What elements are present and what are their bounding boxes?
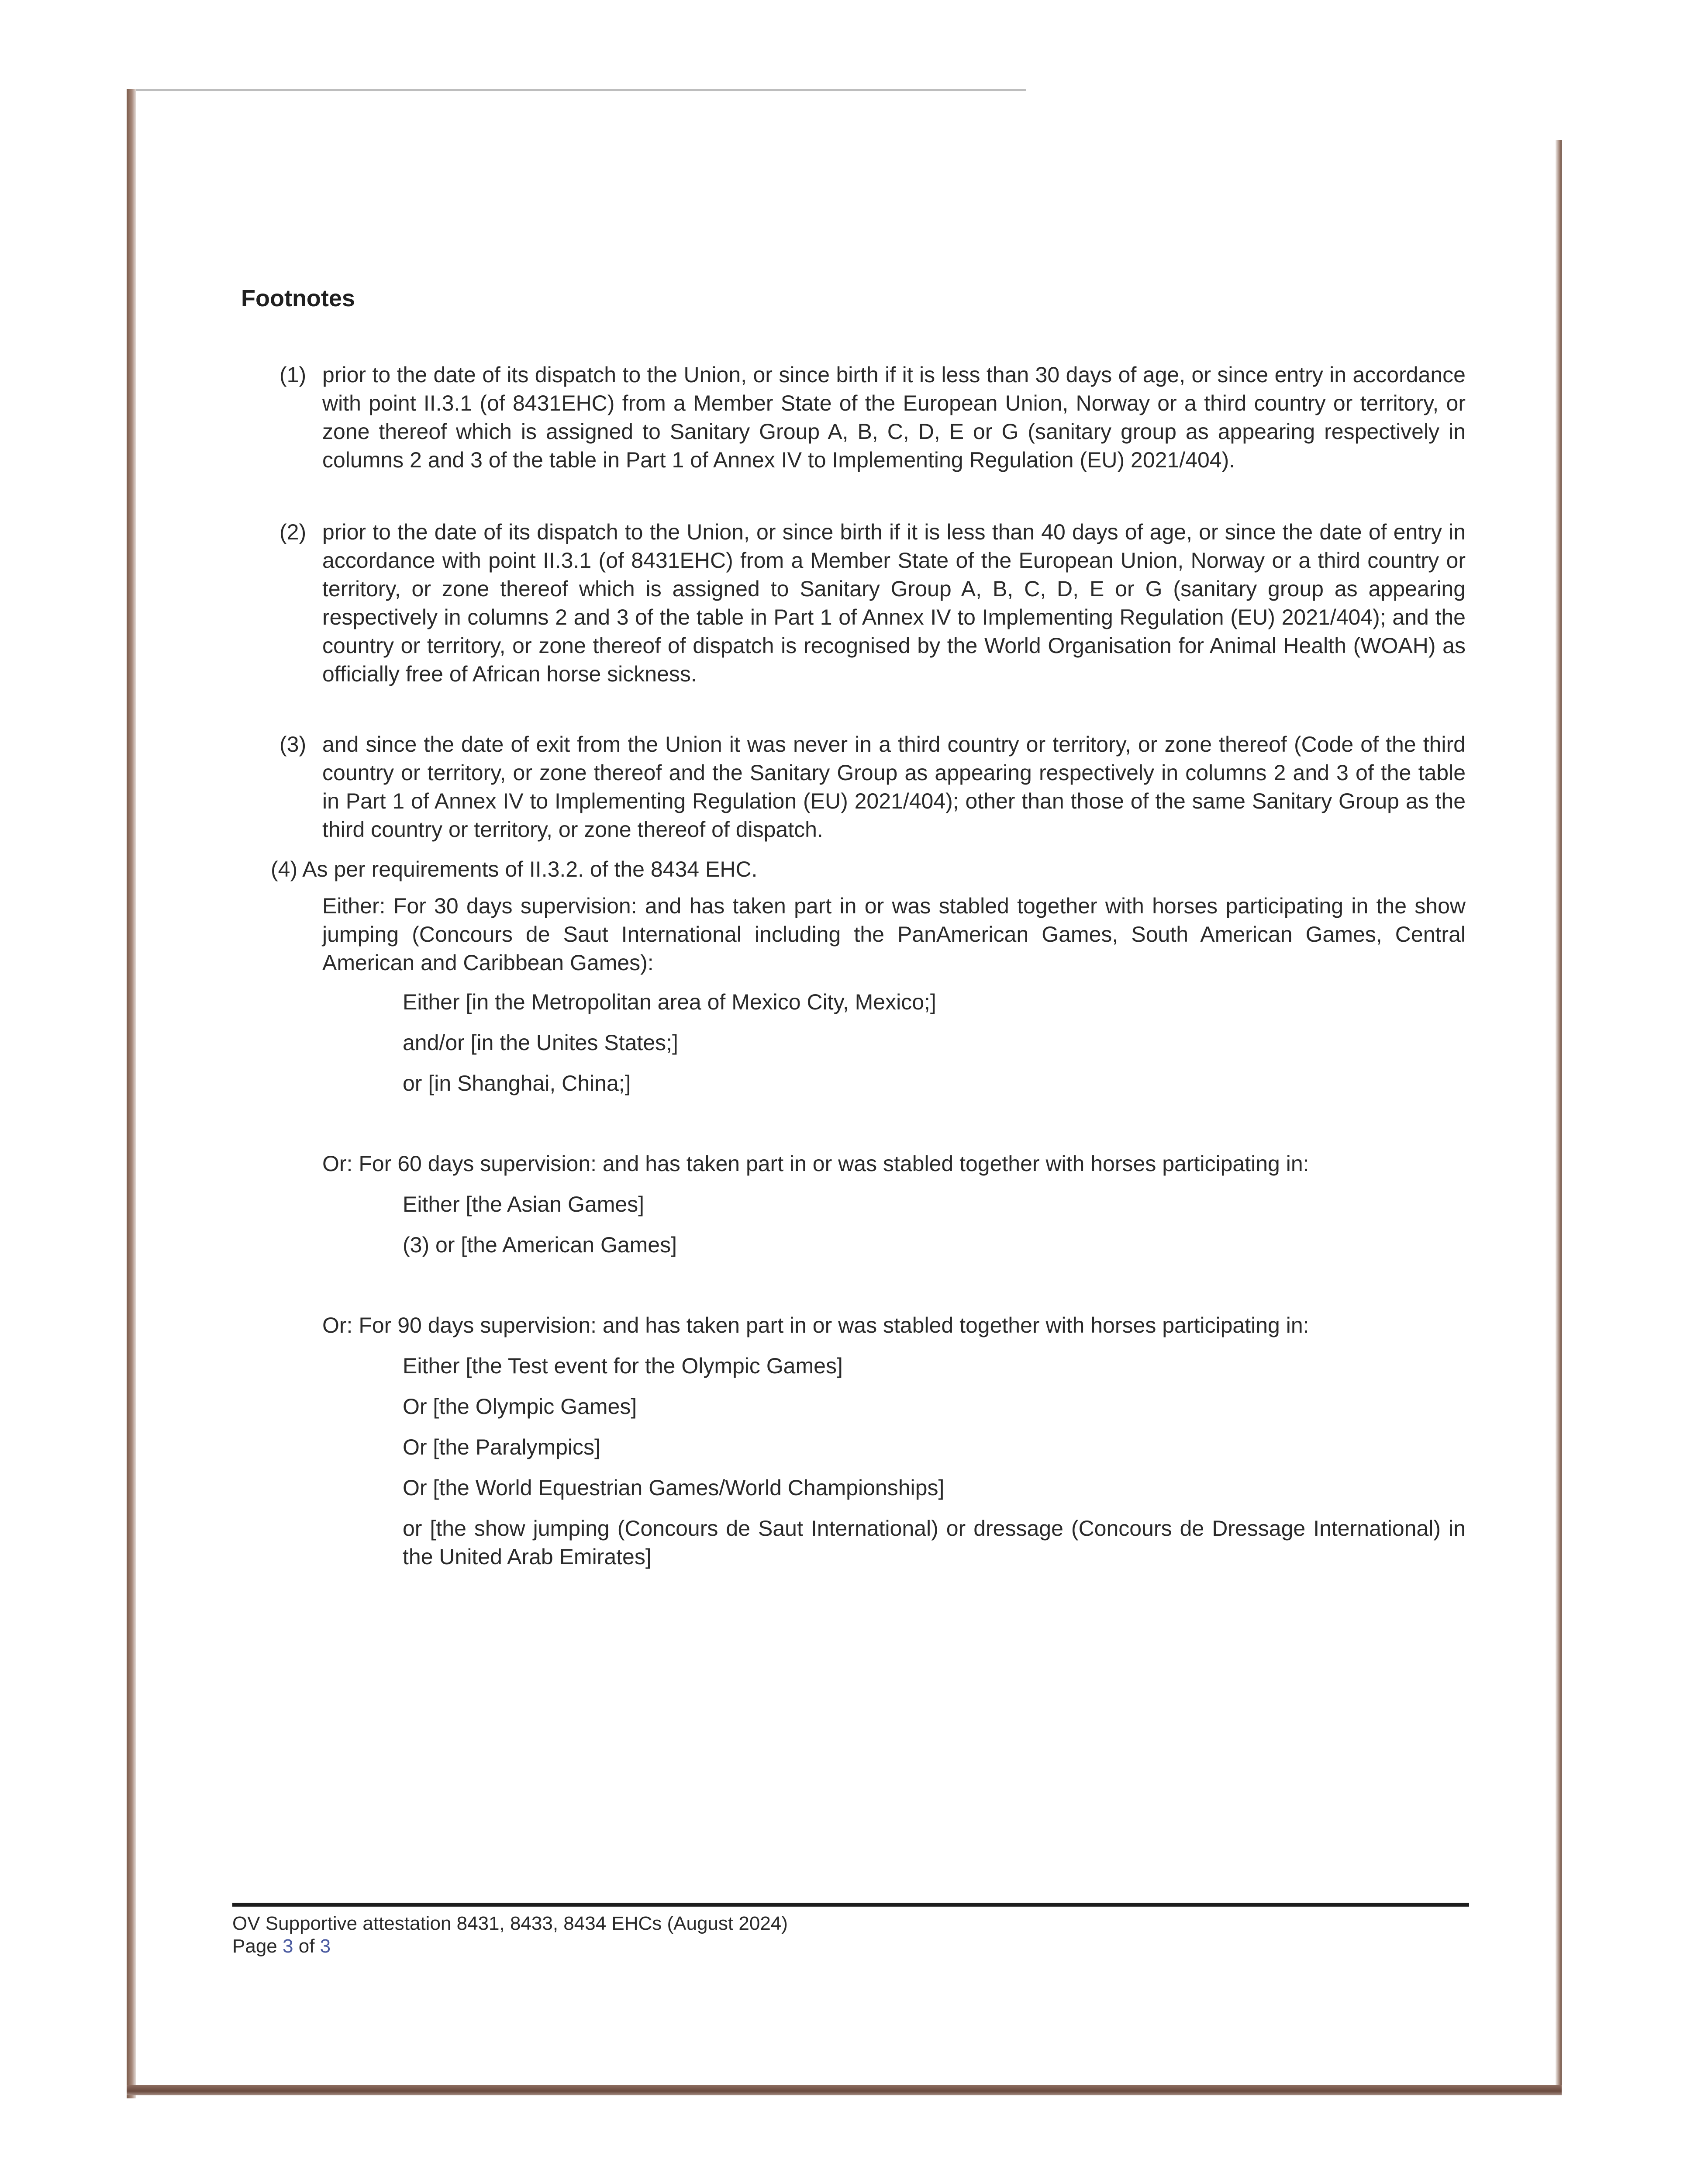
paper-top-edge [127, 89, 1026, 91]
footnote-text: prior to the date of its dispatch to the Union, or since birth if it is less than 40 days of age, or since the date of entry in accordance with point II.3.1 (of 8431EHC) from a Member State of the European Union, Norway or a third country or territory, or zone thereof which is assigned to Sanitary Group A, B, C, D, E or G (sanitary group as appearing respectively in columns 2 and 3 of the table in Part 1 of Annex IV to Implementing Regulation (EU) 2021/404); and the country or territory, or zone thereof of dispatch is recognised by the World Organisation for Animal Health (WOAH) as officially free of African horse sickness. [322, 520, 1466, 686]
option-90-item: Or [the Olympic Games] [403, 1394, 637, 1419]
paper-right-edge [1556, 140, 1562, 2092]
page-current: 3 [283, 1935, 293, 1957]
footnote-2 [279, 518, 1466, 688]
footnote-text: prior to the date of its dispatch to the Union, or since birth if it is less than 30 days of age, or since entry in accordance with point II.3.1 (of 8431EHC) from a Member State of the European Union, Norway or a third country or territory, or zone thereof which is assigned to Sanitary Group A, B, C, D, E or G (sanitary group as appearing respectively in columns 2 and 3 of the table in Part 1 of Annex IV to Implementing Regulation (EU) 2021/404). [322, 363, 1466, 472]
footnote-4-label: (4) As per requirements of II.3.2. of the 8434 EHC. [271, 857, 758, 881]
option-60-days-intro: Or: For 60 days supervision: and has taken part in or was stabled together with horses participating in: [322, 1151, 1309, 1176]
option-90-item: Or [the Paralympics] [403, 1435, 600, 1459]
option-30-item: or [in Shanghai, China;] [403, 1071, 631, 1095]
option-30-days-intro: Either: For 30 days supervision: and has taken part in or was stabled together with horses participating in the show jumping (Concours de Saut International including the PanAmerican Games, South American Games, Central American and Caribbean Games): [322, 894, 1466, 975]
footnote-number: (3) [279, 732, 307, 757]
option-90-days-intro: Or: For 90 days supervision: and has taken part in or was stabled together with horses participating in: [322, 1313, 1309, 1337]
option-30-item: and/or [in the Unites States;] [403, 1030, 678, 1055]
option-60-item: (3) or [the American Games] [403, 1233, 677, 1257]
page-total: 3 [320, 1935, 331, 1957]
option-60-item: Either [the Asian Games] [403, 1192, 645, 1216]
page-footer [232, 1912, 788, 1958]
page-number [232, 1935, 788, 1958]
footnote-1 [279, 361, 1466, 474]
option-90-item: Either [the Test event for the Olympic Games] [403, 1354, 843, 1378]
footnote-3 [279, 730, 1466, 844]
footer-title: OV Supportive attestation 8431, 8433, 8434 EHCs (August 2024) [232, 1913, 788, 1934]
footer-divider [232, 1903, 1469, 1907]
option-90-item: Or [the World Equestrian Games/World Championships] [403, 1476, 945, 1500]
footnote-number: (2) [279, 520, 307, 544]
footnotes-heading: Footnotes [241, 285, 355, 311]
footnote-number: (1) [279, 363, 307, 387]
paper-left-edge [127, 89, 136, 2098]
page-of-label: of [298, 1935, 315, 1957]
option-90-item: or [the show jumping (Concours de Saut International) or dressage (Concours de Dressage International) in the United Arab Emirates] [403, 1516, 1466, 1569]
footnote-text: and since the date of exit from the Union it was never in a third country or territory, or zone thereof (Code of the third country or territory, or zone thereof and the Sanitary Group as appearing respectively in columns 2 and 3 of the table in Part 1 of Annex IV to Implementing Regulation (EU) 2021/404); other than those of the same Sanitary Group as the third country or territory, or zone thereof of dispatch. [322, 732, 1466, 842]
option-30-item: Either [in the Metropolitan area of Mexico City, Mexico;] [403, 990, 936, 1014]
paper-bottom-edge [127, 2085, 1562, 2095]
page-label: Page [232, 1935, 277, 1957]
